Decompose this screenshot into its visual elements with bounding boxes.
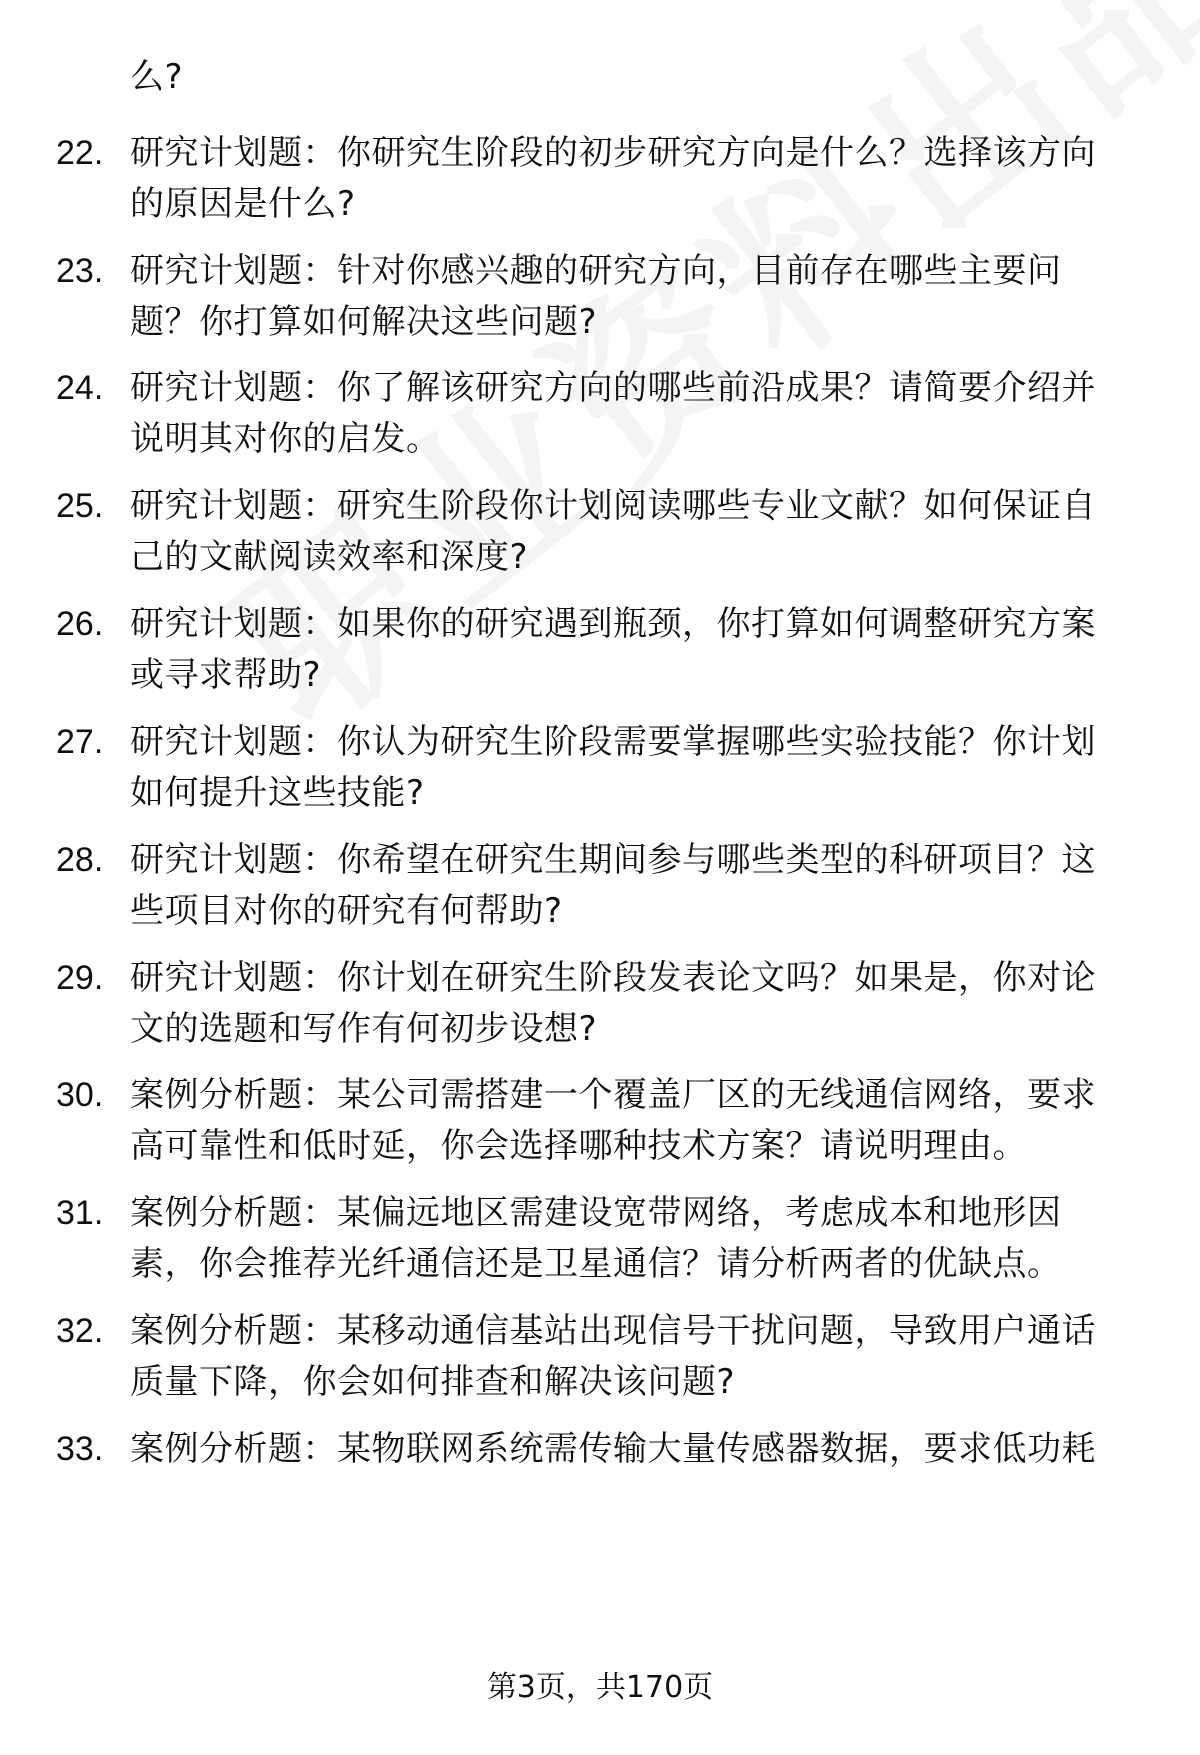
list-item bbox=[0, 131, 1200, 231]
item-text-line: 己的文献阅读效率和深度? bbox=[130, 537, 529, 577]
list-item bbox=[0, 956, 1200, 1056]
item-number: 32. bbox=[56, 1312, 104, 1350]
item-text-line: 质量下降，你会如何排查和解决该问题? bbox=[130, 1362, 736, 1402]
item-number: 22. bbox=[56, 134, 104, 172]
item-text-line: 研究计划题：你了解该研究方向的哪些前沿成果？请简要介绍并 bbox=[130, 368, 1096, 408]
item-text-line: 研究计划题：你认为研究生阶段需要掌握哪些实验技能？你计划 bbox=[130, 722, 1096, 762]
item-number: 24. bbox=[56, 369, 104, 407]
item-text-line: 研究计划题：研究生阶段你计划阅读哪些专业文献？如何保证自 bbox=[130, 486, 1096, 526]
list-item bbox=[0, 249, 1200, 349]
item-number: 29. bbox=[56, 959, 104, 997]
item-text-line: 如何提升这些技能? bbox=[130, 773, 425, 813]
item-text-line: 研究计划题：你研究生阶段的初步研究方向是什么？选择该方向 bbox=[130, 133, 1096, 173]
item-text-line: 研究计划题：你希望在研究生期间参与哪些类型的科研项目？这 bbox=[130, 840, 1096, 880]
page-footer: 第3页，共170页 bbox=[486, 1670, 714, 1705]
list-item bbox=[0, 720, 1200, 820]
list-item bbox=[0, 1191, 1200, 1291]
item-number: 33. bbox=[56, 1430, 104, 1468]
item-number: 26. bbox=[56, 605, 104, 643]
item-text-line: 高可靠性和低时延，你会选择哪种技术方案？请说明理由。 bbox=[130, 1126, 1027, 1166]
item-number: 31. bbox=[56, 1194, 104, 1232]
item-text-line: 研究计划题：你计划在研究生阶段发表论文吗？如果是，你对论 bbox=[130, 958, 1096, 998]
item-number: 28. bbox=[56, 841, 104, 879]
item-number: 27. bbox=[56, 723, 104, 761]
item-text-line: 的原因是什么? bbox=[130, 184, 356, 224]
list-item bbox=[0, 602, 1200, 702]
item-number: 25. bbox=[56, 487, 104, 525]
item-text-line: 文的选题和写作有何初步设想? bbox=[130, 1009, 598, 1049]
list-item bbox=[0, 1309, 1200, 1409]
item-text-line: 研究计划题：针对你感兴趣的研究方向，目前存在哪些主要问 bbox=[130, 251, 1062, 291]
item-text-line: 些项目对你的研究有何帮助? bbox=[130, 891, 563, 931]
continuation-text: 么? bbox=[130, 57, 184, 97]
list-item bbox=[0, 1427, 1200, 1527]
item-text-line: 研究计划题：如果你的研究遇到瓶颈，你打算如何调整研究方案 bbox=[130, 604, 1096, 644]
item-number: 30. bbox=[56, 1076, 104, 1114]
item-text-line: 案例分析题：某移动通信基站出现信号干扰问题，导致用户通话 bbox=[130, 1311, 1096, 1351]
item-text-line: 题？你打算如何解决这些问题? bbox=[130, 302, 598, 342]
item-text-line: 案例分析题：某公司需搭建一个覆盖厂区的无线通信网络，要求 bbox=[130, 1075, 1096, 1115]
item-text-line: 案例分析题：某偏远地区需建设宽带网络，考虑成本和地形因 bbox=[130, 1193, 1062, 1233]
item-number: 23. bbox=[56, 252, 104, 290]
list-item bbox=[0, 484, 1200, 584]
list-item bbox=[0, 1073, 1200, 1173]
item-text-line: 素，你会推荐光纤通信还是卫星通信？请分析两者的优缺点。 bbox=[130, 1244, 1062, 1284]
item-text-line: 说明其对你的启发。 bbox=[130, 419, 441, 459]
item-text-line: 或寻求帮助? bbox=[130, 655, 322, 695]
list-item bbox=[0, 366, 1200, 466]
list-item bbox=[0, 838, 1200, 938]
item-text-line: 案例分析题：某物联网系统需传输大量传感器数据，要求低功耗 bbox=[130, 1429, 1096, 1469]
